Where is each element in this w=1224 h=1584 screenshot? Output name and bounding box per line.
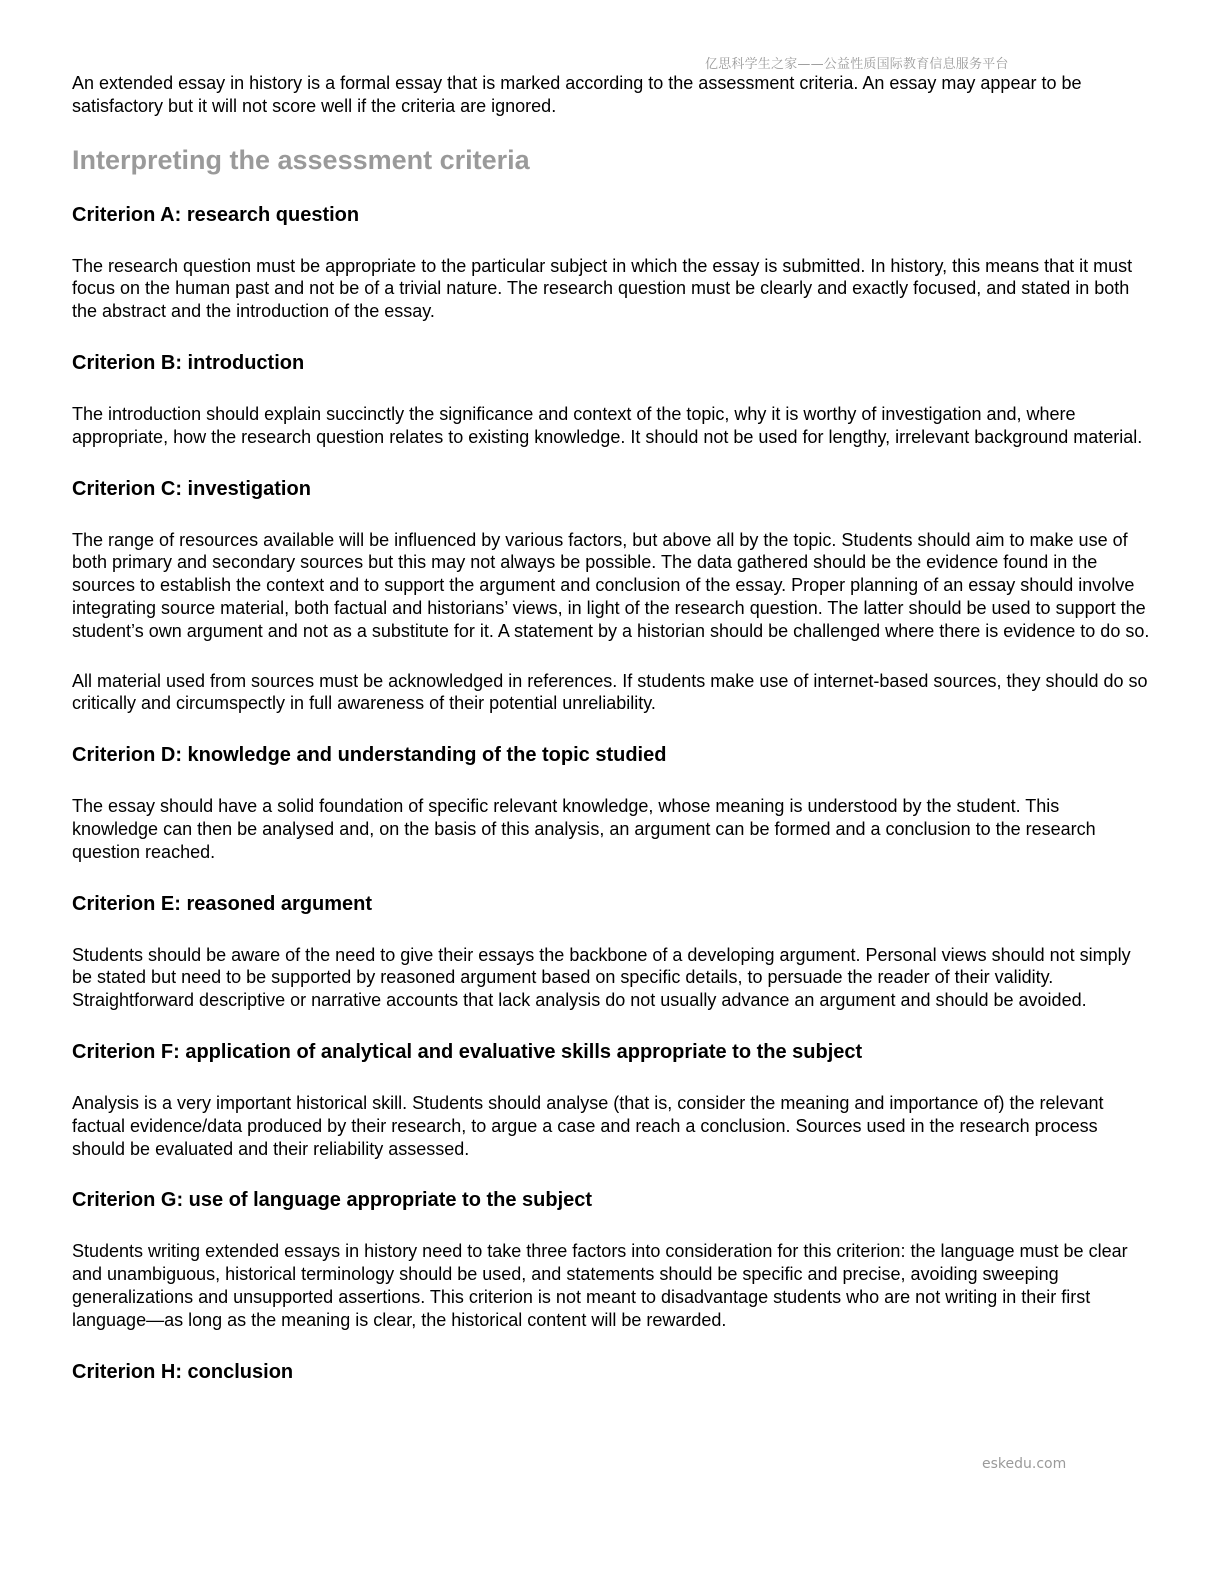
criterion-a-heading: Criterion A: research question [72, 203, 360, 226]
criterion-h [72, 1360, 1150, 1384]
criterion-d-heading: Criterion D: knowledge and understanding of the topic studied [72, 744, 667, 767]
criterion-a [72, 203, 1150, 323]
criterion-g-paragraph: Students writing extended essays in history need to take three factors into consideration for this criterion: the language must be clear and unambiguous, historical terminology should be used, and statements should be specific and precise, avoiding sweeping generalizations and unsupported assertions. This criterion is not meant to disadvantage students who are not writing in their first language—as long as the meaning is clear, the historical content will be rewarded. [72, 1241, 1128, 1330]
header-watermark: 亿思科学生之家——公益性质国际教育信息服务平台 [705, 57, 1009, 72]
criterion-d [72, 743, 1150, 863]
criterion-c-paragraph-1: The range of resources available will be influenced by various factors, but above all by the topic. Students should aim to make use of both primary and secondary sources but this may not always be possible. The data gathered should be the evidence found in the sources to establish the context and to support the argument and conclusion of the essay. Proper planning of an essay should involve integrating source material, both factual and historians’ views, in light of the research question. The latter should be used to support the student’s own argument and not as a substitute for it. A statement by a historian should be challenged where there is evidence to do so. [72, 529, 1150, 641]
criterion-e-heading: Criterion E: reasoned argument [72, 892, 373, 915]
criterion-d-paragraph: The essay should have a solid foundation of specific relevant knowledge, whose meaning is understood by the student. This knowledge can then be analysed and, on the basis of this analysis, an argument can be formed and a conclusion to the research question reached. [72, 796, 1096, 862]
criterion-a-paragraph: The research question must be appropriate to the particular subject in which the essay is submitted. In history, this means that it must focus on the human past and not be of a trivial nature. The research question must be clearly and exactly focused, and stated in both the abstract and the introduction of the essay. [72, 255, 1133, 322]
intro-paragraph: An extended essay in history is a formal essay that is marked according to the assessment criteria. An essay may appear to be satisfactory but it will not score well if the criteria are ignored. [72, 73, 1082, 116]
criterion-f-paragraph: Analysis is a very important historical skill. Students should analyse (that is, consider the meaning and importance of) the relevant factual evidence/data produced by their research, to argue a case and reach a conclusion. Sources used in the research process should be evaluated and their reliability assessed. [72, 1092, 1104, 1159]
document-body [72, 72, 1150, 1384]
section-title: Interpreting the assessment criteria [72, 144, 530, 175]
criterion-g-heading: Criterion G: use of language appropriate to the subject [72, 1189, 593, 1212]
criterion-b-paragraph: The introduction should explain succinctly the significance and context of the topic, why it is worthy of investigation and, where appropriate, how the research question relates to existing knowledge. It should not be used for lengthy, irrelevant background material. [72, 403, 1143, 447]
criterion-h-heading: Criterion H: conclusion [72, 1360, 294, 1383]
criterion-c-paragraph-2: All material used from sources must be acknowledged in references. If students make use of internet-based sources, they should do so critically and circumspectly in full awareness of their potential unreliability. [72, 670, 1148, 714]
criterion-g [72, 1188, 1150, 1331]
criterion-f [72, 1040, 1150, 1160]
criterion-b [72, 351, 1150, 449]
criterion-c-heading: Criterion C: investigation [72, 477, 311, 500]
criterion-e-paragraph: Students should be aware of the need to give their essays the backbone of a developing argument. Personal views should not simply be stated but need to be supported by reasoned argument based on specific details, to persuade the reader of their validity. Straightforward descriptive or narrative accounts that lack analysis do not usually advance an argument and should be avoided. [72, 944, 1131, 1011]
criterion-e [72, 892, 1150, 1012]
criterion-b-heading: Criterion B: introduction [72, 351, 305, 374]
criterion-f-heading: Criterion F: application of analytical and evaluative skills appropriate to the subject [72, 1040, 863, 1063]
criterion-c [72, 477, 1150, 716]
footer-watermark: eskedu.com [982, 1456, 1067, 1472]
